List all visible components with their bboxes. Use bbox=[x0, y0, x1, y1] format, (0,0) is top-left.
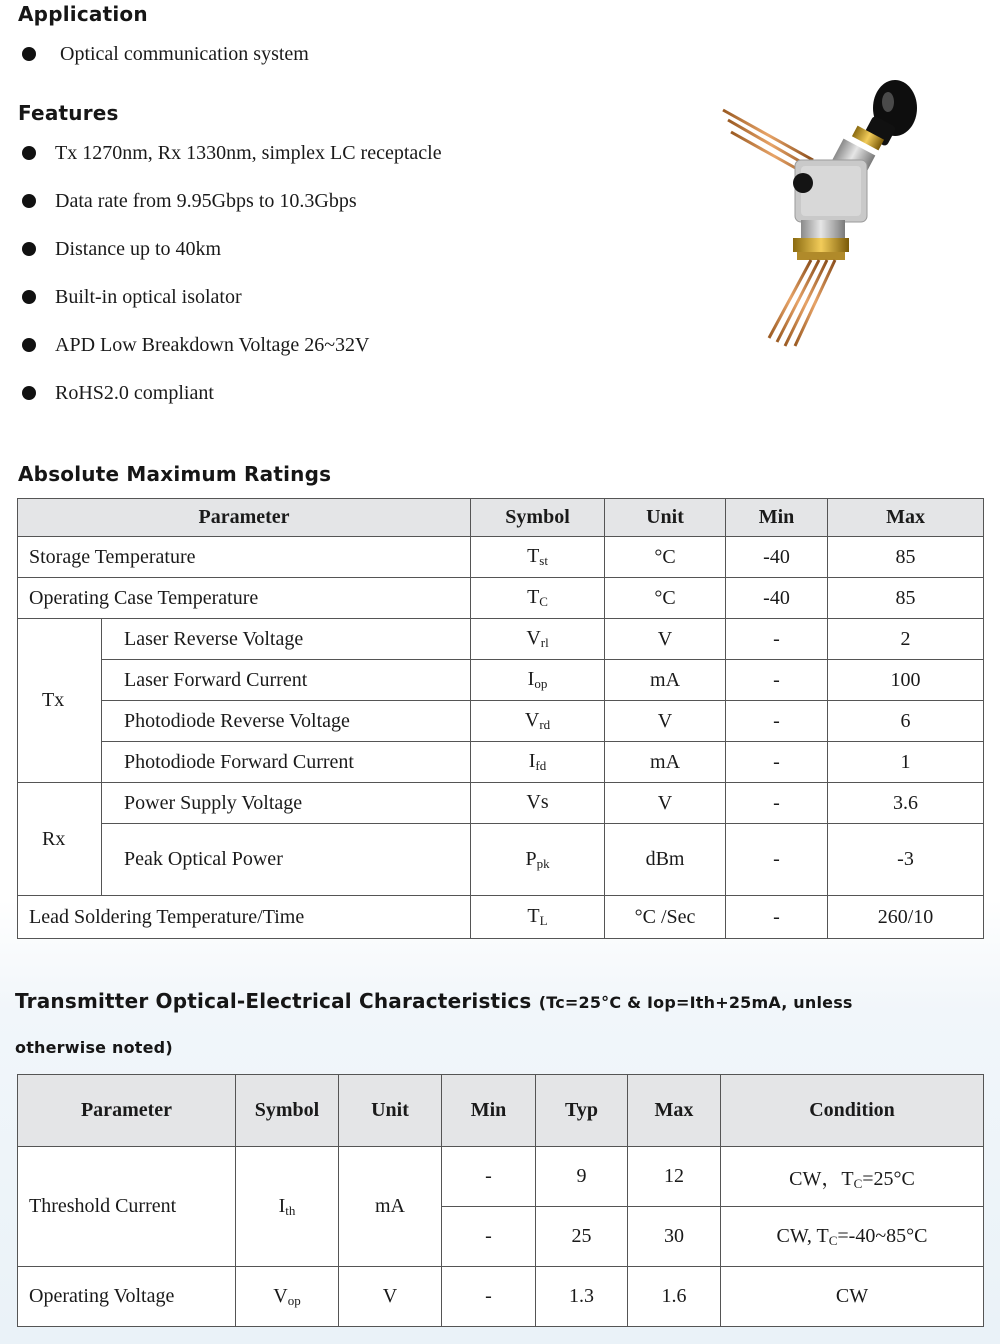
min-cell: - bbox=[442, 1207, 536, 1267]
max-cell: 3.6 bbox=[828, 783, 984, 824]
bullet-icon bbox=[22, 194, 36, 208]
unit-cell: mA bbox=[605, 660, 726, 701]
symbol-cell: $T_{st}$ bbox=[471, 537, 605, 578]
bullet-icon bbox=[22, 386, 36, 400]
table-row bbox=[18, 619, 984, 660]
min-cell: - bbox=[726, 896, 828, 939]
symbol-cell: $V_{op}$ bbox=[236, 1267, 339, 1327]
parameter-cell: Laser Forward Current bbox=[102, 660, 471, 701]
unit-cell: °C bbox=[605, 537, 726, 578]
symbol-cell: $T_L$ bbox=[471, 896, 605, 939]
typ-cell: 1.3 bbox=[536, 1267, 628, 1327]
max-cell: -3 bbox=[828, 824, 984, 896]
column-header: Max bbox=[628, 1075, 721, 1147]
table-row bbox=[18, 660, 984, 701]
parameter-cell: Photodiode Reverse Voltage bbox=[102, 701, 471, 742]
unit-cell: dBm bbox=[605, 824, 726, 896]
optical-transceiver-icon bbox=[683, 20, 943, 368]
list-item-text: Data rate from 9.95Gbps to 10.3Gbps bbox=[55, 190, 357, 212]
max-cell: 1 bbox=[828, 742, 984, 783]
bullet-icon bbox=[22, 242, 36, 256]
toec-heading-continued: otherwise noted) bbox=[15, 1038, 173, 1057]
typ-cell: 9 bbox=[536, 1147, 628, 1207]
max-cell: 85 bbox=[828, 537, 984, 578]
list-item-text: Tx 1270nm, Rx 1330nm, simplex LC receptacle bbox=[55, 142, 442, 164]
amr-table bbox=[17, 498, 984, 939]
parameter-cell: Operating Voltage bbox=[18, 1267, 236, 1327]
table-row bbox=[18, 824, 984, 896]
min-cell: - bbox=[726, 824, 828, 896]
parameter-cell: Photodiode Forward Current bbox=[102, 742, 471, 783]
list-item-text: RoHS2.0 compliant bbox=[55, 382, 214, 404]
table-header-row bbox=[18, 499, 984, 537]
min-cell: - bbox=[726, 742, 828, 783]
column-header: Symbol bbox=[471, 499, 605, 537]
max-cell: 85 bbox=[828, 578, 984, 619]
max-cell: 1.6 bbox=[628, 1267, 721, 1327]
table-header-row bbox=[18, 1075, 984, 1147]
group-cell-tx: Tx bbox=[18, 619, 102, 783]
max-cell: 6 bbox=[828, 701, 984, 742]
unit-cell: mA bbox=[339, 1147, 442, 1267]
parameter-cell: Lead Soldering Temperature/Time bbox=[18, 896, 471, 939]
product-photo bbox=[683, 20, 943, 368]
bullet-icon bbox=[22, 338, 36, 352]
min-cell: - bbox=[442, 1147, 536, 1207]
features-heading: Features bbox=[18, 101, 119, 125]
min-cell: - bbox=[726, 701, 828, 742]
column-header: Parameter bbox=[18, 499, 471, 537]
parameter-cell: Power Supply Voltage bbox=[102, 783, 471, 824]
parameter-cell: Threshold Current bbox=[18, 1147, 236, 1267]
column-header: Typ bbox=[536, 1075, 628, 1147]
column-header: Min bbox=[442, 1075, 536, 1147]
symbol-cell: $I_{op}$ bbox=[471, 660, 605, 701]
min-cell: - bbox=[726, 783, 828, 824]
list-item-text: APD Low Breakdown Voltage 26~32V bbox=[55, 334, 370, 356]
unit-cell: V bbox=[605, 783, 726, 824]
application-heading: Application bbox=[18, 2, 148, 26]
symbol-cell: $I_{th}$ bbox=[236, 1147, 339, 1267]
min-cell: -40 bbox=[726, 537, 828, 578]
column-header: Parameter bbox=[18, 1075, 236, 1147]
unit-cell: °C /Sec bbox=[605, 896, 726, 939]
min-cell: - bbox=[442, 1267, 536, 1327]
parameter-cell: Operating Case Temperature bbox=[18, 578, 471, 619]
list-item-text: Distance up to 40km bbox=[55, 238, 222, 260]
condition-cell: CW，$T_C=25^\circ C$ bbox=[721, 1147, 984, 1207]
max-cell: 2 bbox=[828, 619, 984, 660]
toec-table bbox=[17, 1074, 984, 1327]
table-row bbox=[18, 701, 984, 742]
unit-cell: mA bbox=[605, 742, 726, 783]
unit-cell: °C bbox=[605, 578, 726, 619]
table-row bbox=[18, 578, 984, 619]
min-cell: - bbox=[726, 660, 828, 701]
unit-cell: V bbox=[605, 619, 726, 660]
max-cell: 30 bbox=[628, 1207, 721, 1267]
typ-cell: 25 bbox=[536, 1207, 628, 1267]
symbol-cell: $P_{pk}$ bbox=[471, 824, 605, 896]
max-cell: 260/10 bbox=[828, 896, 984, 939]
column-header: Unit bbox=[339, 1075, 442, 1147]
max-cell: 12 bbox=[628, 1147, 721, 1207]
amr-heading: Absolute Maximum Ratings bbox=[18, 462, 332, 486]
column-header: Unit bbox=[605, 499, 726, 537]
column-header: Min bbox=[726, 499, 828, 537]
list-item-text: Optical communication system bbox=[60, 43, 309, 65]
condition-cell: CW bbox=[721, 1267, 984, 1327]
table-row bbox=[18, 537, 984, 578]
bullet-icon bbox=[22, 290, 36, 304]
toec-heading: Transmitter Optical-Electrical Characteristics (Tc=25°C & Iop=Ith+25mA, unless bbox=[15, 989, 853, 1013]
table-row bbox=[18, 1267, 984, 1327]
symbol-cell: Vs bbox=[471, 783, 605, 824]
column-header: Symbol bbox=[236, 1075, 339, 1147]
min-cell: - bbox=[726, 619, 828, 660]
bullet-icon bbox=[22, 47, 36, 61]
parameter-cell: Laser Reverse Voltage bbox=[102, 619, 471, 660]
parameter-cell: Storage Temperature bbox=[18, 537, 471, 578]
condition-cell: CW, $T_C=-40\sim 85^\circ C$ bbox=[721, 1207, 984, 1267]
symbol-cell: $V_{rl}$ bbox=[471, 619, 605, 660]
bullet-icon bbox=[22, 146, 36, 160]
symbol-cell: $T_C$ bbox=[471, 578, 605, 619]
column-header: Max bbox=[828, 499, 984, 537]
symbol-cell: $I_{fd}$ bbox=[471, 742, 605, 783]
min-cell: -40 bbox=[726, 578, 828, 619]
symbol-cell: $V_{rd}$ bbox=[471, 701, 605, 742]
table-row bbox=[18, 896, 984, 939]
max-cell: 100 bbox=[828, 660, 984, 701]
group-cell-rx: Rx bbox=[18, 783, 102, 896]
unit-cell: V bbox=[605, 701, 726, 742]
parameter-cell: Peak Optical Power bbox=[102, 824, 471, 896]
table-row bbox=[18, 742, 984, 783]
unit-cell: V bbox=[339, 1267, 442, 1327]
table-row bbox=[18, 1147, 984, 1207]
column-header: Condition bbox=[721, 1075, 984, 1147]
table-row bbox=[18, 783, 984, 824]
list-item-text: Built-in optical isolator bbox=[55, 286, 242, 308]
